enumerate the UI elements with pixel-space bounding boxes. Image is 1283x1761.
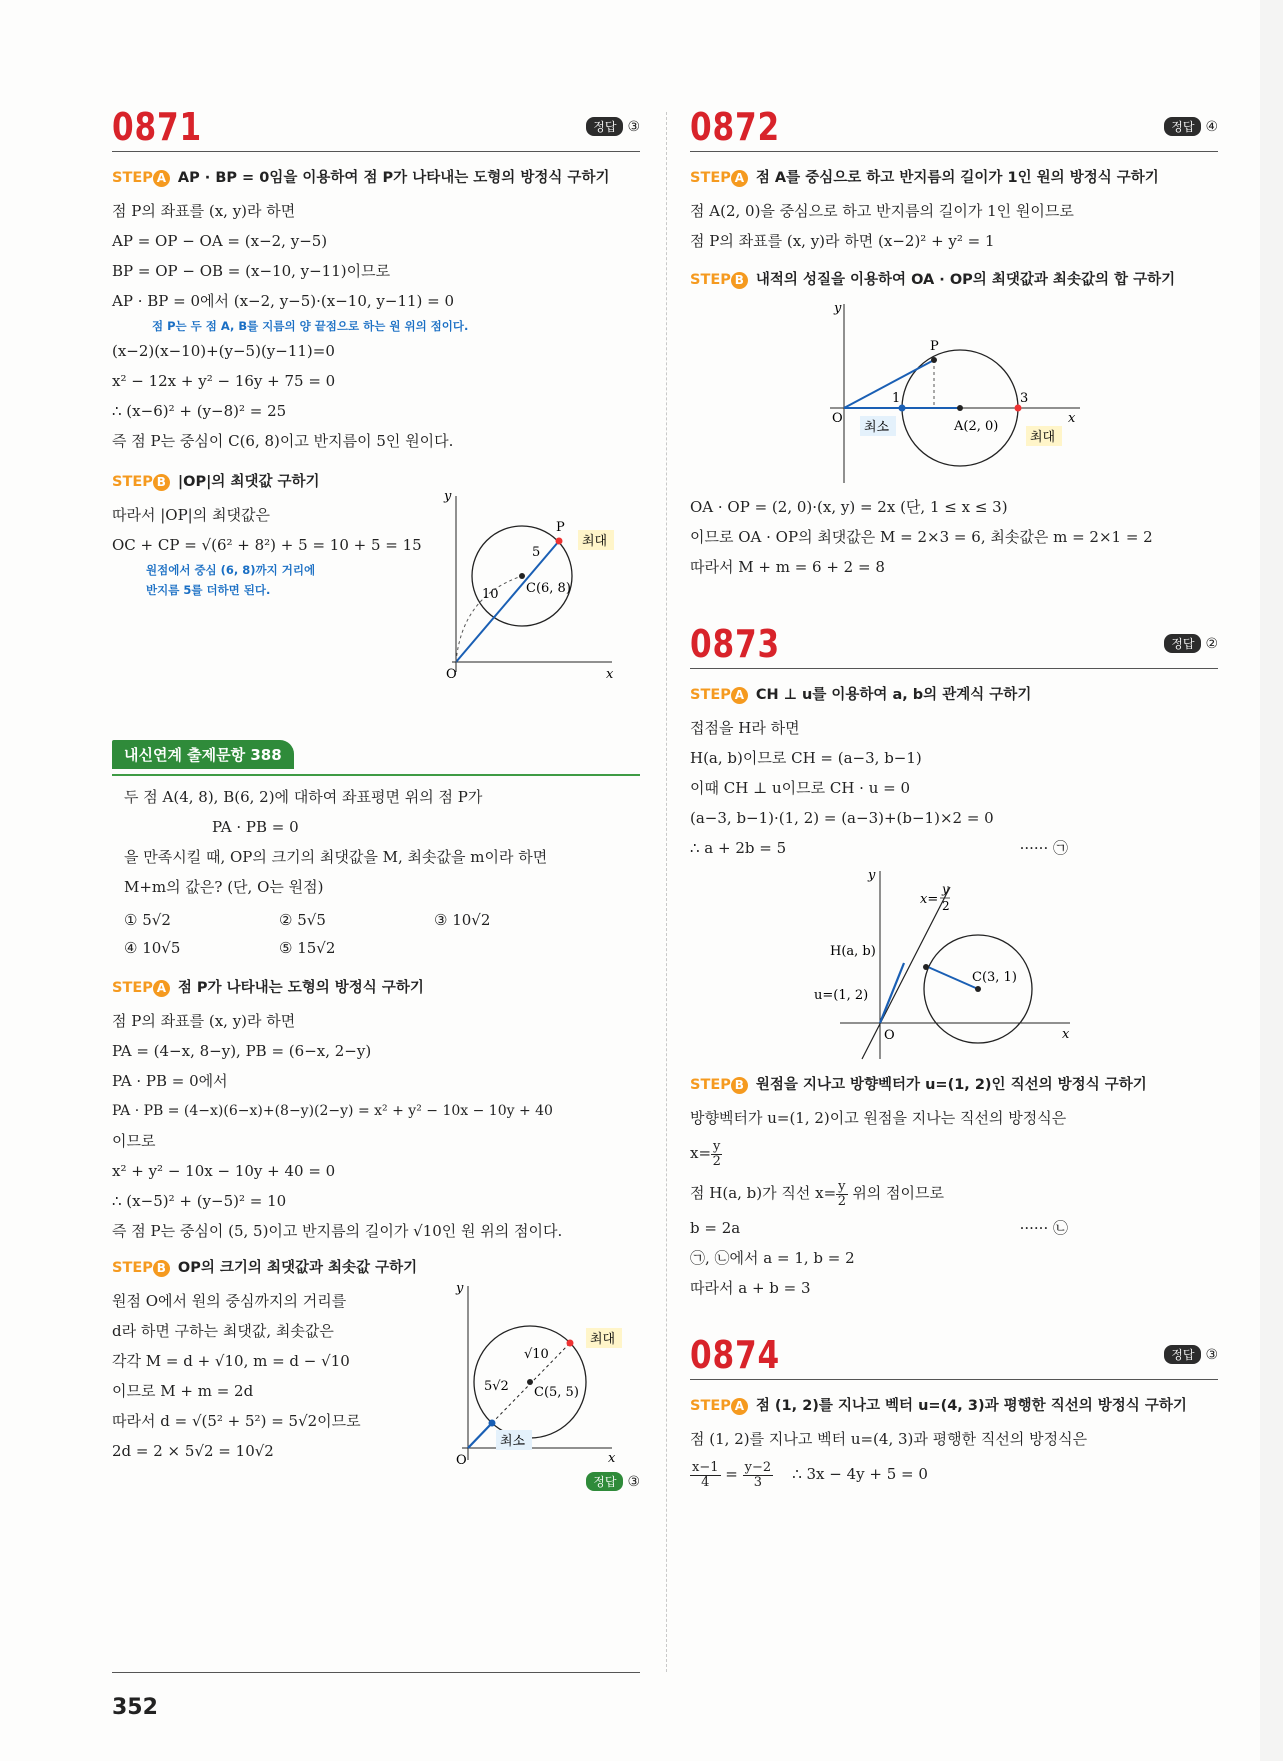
- annotation-note: 점 P는 두 점 A, B를 지름의 양 끝점으로 하는 원 위의 점이다.: [152, 319, 469, 333]
- related-answer: [112, 1472, 640, 1491]
- right-column: [690, 105, 1218, 1494]
- text-line: BP = OP − OB = (x−10, y−11)이므로: [112, 262, 391, 280]
- text-line: AP · BP = 0에서 (x−2, y−5)·(x−10, y−11) = 0: [112, 292, 455, 310]
- result: ∴ 3x − 4y + 5 = 0: [792, 1465, 928, 1483]
- step-a-heading: [690, 1394, 1218, 1418]
- text-line: OC + CP = √(6² + 8²) + 5 = 10 + 5 = 15: [112, 536, 422, 554]
- p-label: P: [556, 520, 565, 535]
- fraction: $\frac{y-2}{3}$: [744, 1459, 772, 1490]
- x-label: x: [608, 1451, 616, 1465]
- choice: ① 5√2: [124, 911, 171, 929]
- problem-0874: [690, 1333, 1218, 1494]
- annotation-note: 원점에서 중심 (6, 8)까지 거리에: [146, 563, 316, 577]
- step-title: CH ⊥ u를 이용하여 a, b의 관계식 구하기: [755, 687, 1032, 703]
- line-label-num: y: [942, 882, 949, 896]
- answer-badge: 정답: [1164, 117, 1201, 136]
- text-line: 점 P의 좌표를 (x, y)라 하면 (x−2)² + y² = 1: [690, 232, 995, 250]
- problem-0871: [112, 105, 640, 700]
- text-line: x² − 12x + y² − 16y + 75 = 0: [112, 372, 336, 390]
- line-equation: $\frac{x-1}{4}$ = $\frac{y-2}{3}$ ∴ 3x − 4y + 5 = 0: [692, 1459, 928, 1490]
- step-title: |OP|의 최댓값 구하기: [177, 474, 320, 490]
- answer-value: ③: [627, 1474, 640, 1490]
- vector-u: [880, 963, 904, 1023]
- step-title: AP · BP = 0임을 이용하여 점 P가 나타내는 도형의 방정식 구하기: [177, 170, 610, 186]
- choice: ② 5√5: [279, 911, 326, 929]
- u-label: u=(1, 2): [814, 988, 869, 1003]
- origin-label: O: [884, 1028, 895, 1043]
- a-label: A(2, 0): [954, 419, 999, 434]
- step-title: 점 (1, 2)를 지나고 벡터 u=(4, 3)과 평행한 직선의 방정식 구하기: [755, 1398, 1187, 1414]
- step-label: STEP B: [690, 1077, 748, 1093]
- related-problem-header: [112, 740, 640, 776]
- x-label: x: [606, 667, 614, 682]
- text-line: 접점을 H라 하면: [690, 719, 800, 737]
- problem-number: 0871: [112, 105, 203, 149]
- step-b-body: [112, 1281, 640, 1466]
- answer: [1164, 117, 1218, 136]
- p-label: P: [930, 339, 939, 354]
- vector-op: [844, 360, 934, 408]
- max-tag: 최대: [590, 1332, 616, 1347]
- step-letter: A: [153, 170, 170, 187]
- equation-marker: ······ ㉠: [1019, 839, 1068, 857]
- answer: [1164, 1345, 1218, 1364]
- text-line: 즉 점 P는 중심이 (5, 5)이고 반지름의 길이가 √10인 원 위의 점이다.: [112, 1222, 563, 1240]
- center-point: [519, 573, 525, 579]
- text-line: PA = (4−x, 8−y), PB = (6−x, 2−y): [112, 1042, 372, 1060]
- text-line: 이므로 OA · OP의 최댓값은 M = 2×3 = 6, 최솟값은 m = 2×1 = 2: [690, 528, 1153, 546]
- problem-number: 0873: [690, 622, 781, 666]
- step-a-heading: [112, 166, 640, 190]
- fraction: $\frac{x-1}{4}$: [692, 1459, 719, 1490]
- step-letter: B: [153, 474, 170, 491]
- step-letter: A: [731, 687, 748, 704]
- header-rule: [690, 1379, 1218, 1380]
- point-h: [923, 964, 929, 970]
- text-line: 따라서 d = √(5² + 5²) = 5√2이므로: [112, 1412, 361, 1430]
- three-label: 3: [1020, 391, 1029, 406]
- text-line: 따라서 a + b = 3: [690, 1279, 811, 1297]
- text-line: (a−3, b−1)·(1, 2) = (a−3)+(b−1)×2 = 0: [690, 809, 994, 827]
- text-line: 점 (1, 2)를 지나고 벡터 u=(4, 3)과 평행한 직선의 방정식은: [690, 1430, 1088, 1448]
- tangent-figure-0873: [800, 863, 1080, 1063]
- min-tag: 최소: [864, 420, 890, 435]
- step-letter: A: [153, 980, 170, 997]
- y-label: y: [868, 868, 876, 883]
- step-title: 점 P가 나타내는 도형의 방정식 구하기: [177, 980, 424, 996]
- left-column: [112, 105, 640, 1491]
- answer-badge: 정답: [1164, 634, 1201, 653]
- text-line: x² + y² − 10x − 10y + 40 = 0: [112, 1162, 336, 1180]
- answer-badge: 정답: [586, 117, 623, 136]
- text-line: H(a, b)이므로 CH = (a−3, b−1): [690, 749, 922, 767]
- answer-value: ②: [1205, 636, 1218, 652]
- radius-label: 5: [532, 545, 541, 560]
- text-line: 이므로: [112, 1132, 156, 1150]
- step-b-heading: [112, 1256, 640, 1280]
- problem-number: 0874: [690, 1333, 781, 1377]
- text-line: M+m의 값은? (단, O는 원점): [124, 878, 324, 896]
- problem-0873: [690, 622, 1218, 1303]
- bottom-rule: [112, 1672, 640, 1673]
- problem-number: 0872: [690, 105, 781, 149]
- y-label: y: [456, 1281, 464, 1296]
- text-line: 각각 M = d + √10, m = d − √10: [112, 1352, 350, 1370]
- text-line: 따라서 |OP|의 최댓값은: [112, 506, 270, 524]
- segment-min: [468, 1423, 492, 1448]
- fraction: $\frac{y}{2}$: [712, 1138, 721, 1169]
- step-label: STEP A: [112, 170, 170, 186]
- step-b-body: [112, 489, 640, 700]
- center-label: C(5, 5): [534, 1385, 579, 1400]
- choice: ③ 10√2: [434, 911, 491, 929]
- one-label: 1: [892, 391, 901, 406]
- annotation-note: 반지름 5를 더하면 된다.: [146, 583, 271, 597]
- step-a-heading: [112, 976, 640, 1000]
- step-letter: A: [731, 170, 748, 187]
- step-title: 내적의 성질을 이용하여 OA · OP의 최댓값과 최솟값의 합 구하기: [755, 272, 1176, 288]
- max-point: [567, 1340, 574, 1347]
- step-a-heading: [690, 683, 1218, 707]
- distance-label: 5√2: [484, 1379, 509, 1394]
- x-label: x: [1068, 411, 1076, 426]
- step-b-heading: [690, 268, 1218, 292]
- problem-0872: [690, 105, 1218, 582]
- point-a: [957, 405, 963, 411]
- text-line: 점 P의 좌표를 (x, y)라 하면: [112, 202, 296, 220]
- y-label: y: [444, 489, 452, 504]
- center-label: C(6, 8): [526, 581, 571, 596]
- step-label: STEP A: [690, 1398, 748, 1414]
- min-point: [489, 1420, 496, 1427]
- line-label-lhs: x=: [920, 892, 939, 907]
- text-line: ㉠, ㉡에서 a = 1, b = 2: [690, 1249, 855, 1267]
- center-point: [527, 1379, 533, 1385]
- radius-label: √10: [524, 1347, 549, 1362]
- text-line: PA · PB = 0에서: [112, 1072, 228, 1090]
- text-line: 을 만족시킬 때, OP의 크기의 최댓값을 M, 최솟값을 m이라 하면: [124, 848, 548, 866]
- fraction: $\frac{y}{2}$: [837, 1178, 846, 1209]
- step-letter: A: [731, 1398, 748, 1415]
- text-line: 점 A(2, 0)을 중심으로 하고 반지름의 길이가 1인 원이므로: [690, 202, 1074, 220]
- header-rule: [690, 151, 1218, 152]
- x-label: x: [1062, 1027, 1070, 1042]
- line-x-eq-y-over-2: [862, 887, 950, 1059]
- circle-figure-388: [412, 1280, 632, 1465]
- answer: [586, 117, 640, 136]
- step-title: 점 A를 중심으로 하고 반지름의 길이가 1인 원의 방정식 구하기: [755, 170, 1159, 186]
- step-label: STEP A: [112, 980, 170, 996]
- max-tag: 최대: [1030, 430, 1056, 445]
- line-label-den: 2: [942, 899, 950, 913]
- origin-label: O: [456, 1453, 467, 1465]
- step-a-heading: [690, 166, 1218, 190]
- choices: [112, 906, 640, 962]
- text-line: ∴ (x−5)² + (y−5)² = 10: [112, 1192, 287, 1210]
- step-title: 원점을 지나고 방향벡터가 u=(1, 2)인 직선의 방정식 구하기: [755, 1077, 1147, 1093]
- choice: ④ 10√5: [124, 939, 181, 957]
- step-label: STEP A: [690, 170, 748, 186]
- text-line: AP = OP − OA = (x−2, y−5): [112, 232, 328, 250]
- text-line: 이때 CH ⊥ u이므로 CH · u = 0: [690, 779, 911, 797]
- point-c: [975, 986, 981, 992]
- header-rule: [690, 668, 1218, 669]
- column-divider: [666, 112, 667, 1672]
- answer: [1164, 634, 1218, 653]
- text-line: PA · PB = (4−x)(6−x)+(8−y)(2−y) = x² + y² − 10x − 10y + 40: [112, 1103, 553, 1119]
- text-line: d라 하면 구하는 최댓값, 최솟값은: [112, 1322, 334, 1340]
- text-line: 원점 O에서 원의 중심까지의 거리를: [112, 1292, 347, 1310]
- header-rule: [112, 151, 640, 152]
- step-title: OP의 크기의 최댓값과 최솟값 구하기: [177, 1260, 418, 1276]
- equation-marker: ······ ㉡: [1019, 1219, 1068, 1237]
- min-tag: 최소: [500, 1434, 526, 1449]
- point-p: [556, 538, 563, 545]
- answer-badge: 정답: [1164, 1345, 1201, 1364]
- segment-op: [456, 541, 559, 662]
- equation-2: b = 2a ······ ㉡: [690, 1213, 1218, 1243]
- text-line: ∴ (x−6)² + (y−8)² = 25: [112, 402, 287, 420]
- max-tag: 최대: [582, 534, 608, 549]
- text-line: 따라서 M + m = 6 + 2 = 8: [690, 558, 885, 576]
- c-label: C(3, 1): [972, 970, 1017, 985]
- related-problem-body: [112, 782, 640, 902]
- step-label: STEP A: [690, 687, 748, 703]
- answer-value: ④: [1205, 119, 1218, 135]
- circle-figure-0872: [830, 298, 1090, 488]
- circle-figure-0871: [422, 486, 622, 686]
- h-label: H(a, b): [830, 944, 876, 959]
- step-label: STEP B: [690, 272, 748, 288]
- choice: ⑤ 15√2: [279, 939, 336, 957]
- text-line: 이므로 M + m = 2d: [112, 1382, 254, 1400]
- step-b-heading: [690, 1073, 1218, 1097]
- text-line: 방향벡터가 u=(1, 2)이고 원점을 지나는 직선의 방정식은: [690, 1109, 1067, 1127]
- origin-label: O: [446, 667, 457, 682]
- segment-ch: [928, 967, 978, 989]
- line-equation: x= $\frac{y}{2}$: [690, 1138, 721, 1169]
- answer-value: ③: [627, 119, 640, 135]
- text-line: 두 점 A(4, 8), B(6, 2)에 대하여 좌표평면 위의 점 P가: [124, 788, 483, 806]
- step-letter: B: [731, 1077, 748, 1094]
- text-line: 즉 점 P는 중심이 C(6, 8)이고 반지름이 5인 원이다.: [112, 432, 454, 450]
- step-letter: B: [731, 272, 748, 289]
- text-line: (x−2)(x−10)+(y−5)(y−11)=0: [112, 342, 335, 360]
- origin-label: O: [832, 411, 843, 426]
- page-number: 352: [112, 1695, 158, 1720]
- text-line: OA · OP = (2, 0)·(x, y) = 2x (단, 1 ≤ x ≤ 3): [690, 498, 1008, 516]
- answer-badge: 정답: [586, 1472, 623, 1491]
- y-label: y: [834, 301, 842, 316]
- step-label: STEP B: [112, 1260, 170, 1276]
- distance-label: 10: [482, 587, 499, 602]
- related-problem-tag: 내신연계 출제문항 388: [112, 740, 294, 769]
- step-label: STEP B: [112, 474, 170, 490]
- text-line: 점 H(a, b)가 직선 x= $\frac{y}{2}$ 위의 점이므로: [690, 1178, 945, 1209]
- equation-1: ∴ a + 2b = 5 ······ ㉠: [690, 833, 1218, 863]
- text-line: 2d = 2 × 5√2 = 10√2: [112, 1442, 274, 1460]
- point-p: [931, 357, 937, 363]
- step-letter: B: [153, 1260, 170, 1277]
- answer-value: ③: [1205, 1347, 1218, 1363]
- text-line: 점 P의 좌표를 (x, y)라 하면: [112, 1012, 296, 1030]
- text-line: PA · PB = 0: [212, 818, 299, 836]
